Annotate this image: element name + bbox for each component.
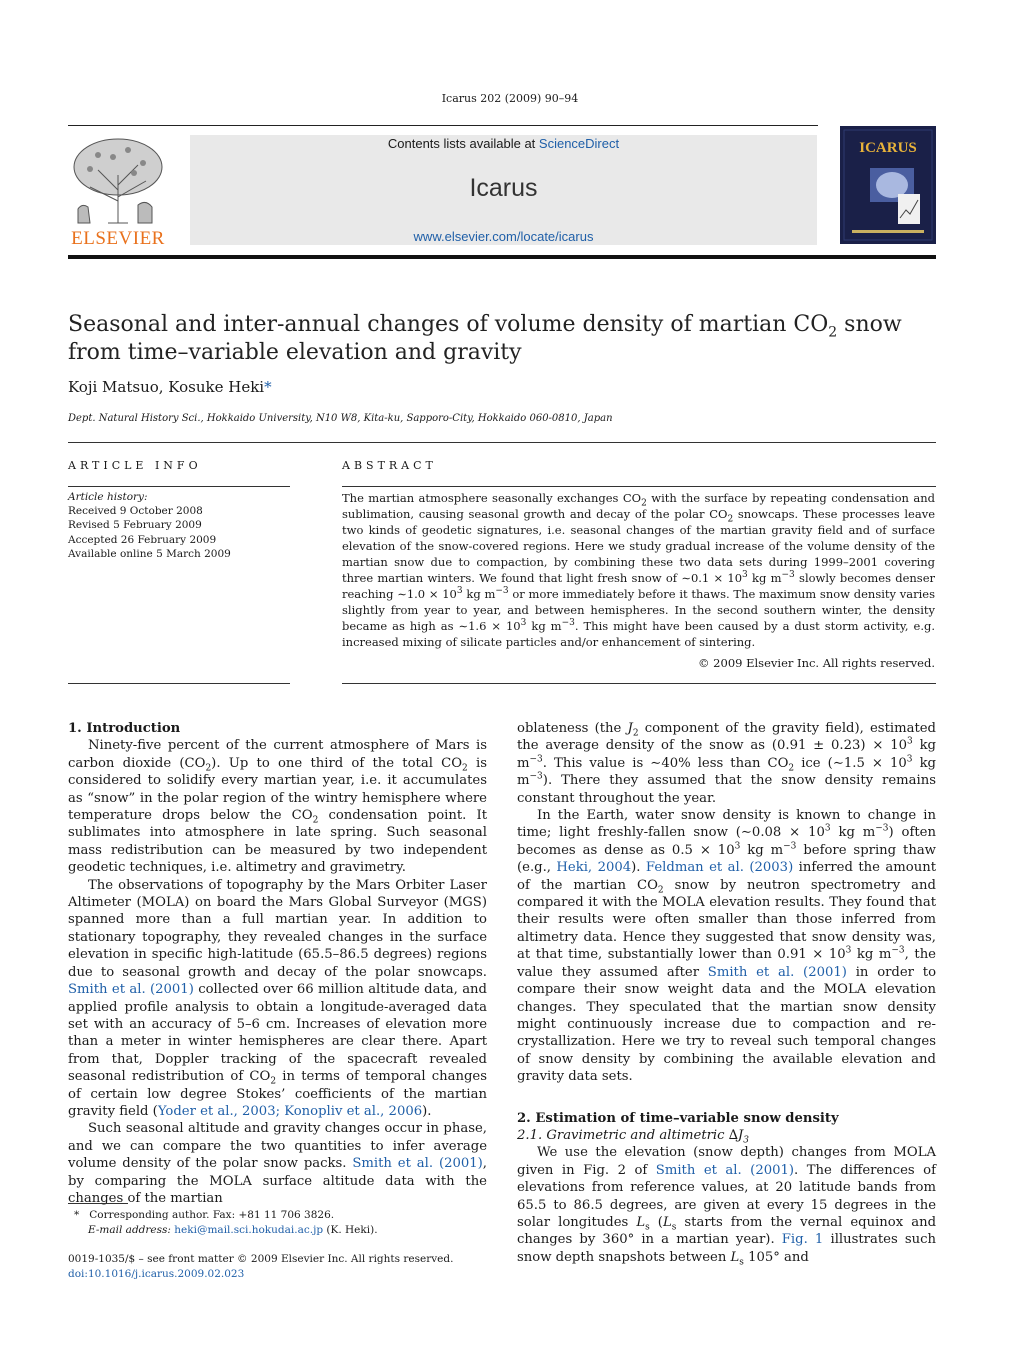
abstract-rule — [342, 486, 936, 487]
running-head: Icarus 202 (2009) 90–94 — [441, 92, 579, 105]
history-accepted: Accepted 26 February 2009 — [68, 533, 217, 546]
citation-link[interactable]: Smith et al. (2001) — [655, 1162, 795, 1178]
email-suffix: (K. Heki). — [323, 1224, 378, 1236]
citation-link[interactable]: Smith et al. (2001) — [352, 1156, 483, 1172]
footnote-mark: * — [74, 1209, 80, 1221]
history-label: Article history: — [68, 491, 148, 503]
intro-paragraph-3: Such seasonal altitude and gravity changes occur in phase, and we can compare the two quantities to infer average volume density of the polar snow packs. Smith et al. (2001), by comparing the MOLA surface altitude data with the changes of the martian — [68, 1121, 487, 1206]
footnote-rule — [68, 1203, 128, 1204]
title-line2: from time–variable elevation and gravity — [68, 340, 522, 365]
journal-url-link[interactable] — [190, 229, 817, 244]
history-revised: Revised 5 February 2009 — [68, 519, 202, 532]
article-info-rule-bottom — [68, 683, 290, 684]
abstract-text — [342, 490, 935, 671]
subsection-title: 2.1. Gravimetric and altimetric ∆J — [517, 1127, 744, 1143]
abstract-rule-bottom — [342, 683, 936, 684]
issn-line: 0019-1035/$ – see front matter © 2009 Elsevier Inc. All rights reserved. — [68, 1253, 454, 1265]
footnote — [68, 1208, 488, 1238]
contents-prefix: Contents lists available at — [387, 136, 539, 151]
abstract-copyright: © 2009 Elsevier Inc. All rights reserved. — [698, 656, 935, 670]
abstract-label: ABSTRACT — [342, 459, 437, 472]
corresponding-author-mark[interactable]: * — [264, 378, 272, 396]
section2-paragraph-1: We use the elevation (snow depth) changes from MOLA given in Fig. 2 of Smith et al. (2001). The differences of elevations from reference values, at 20 latitude bands from 65.5 to 86.5 degrees, are given at every 15 degrees in the solar longitudes $L_s$ ($L_s$ starts from the vernal equinox and changes by 360° in a martian year). Fig. 1 illustrates such snow depth snapshots between $L_s$ 105° and — [517, 1145, 937, 1268]
contents-line — [190, 136, 817, 151]
citation-link[interactable]: Feldman et al. (2003) — [645, 860, 794, 876]
masthead-rule-top — [68, 125, 818, 126]
elsevier-wordmark: ELSEVIER — [71, 228, 165, 249]
masthead-rule-bottom — [68, 255, 936, 259]
article-history — [68, 490, 290, 561]
citation-link[interactable]: Smith et al. (2001) — [68, 982, 194, 998]
intro-paragraph-1: Ninety-five percent of the current atmosphere of Mars is carbon dioxide $(CO_2)$. Up to one third of the total $CO_2$ is considered to solidify every martian year, i.e. it accumulates as “snow” in the polar region of the wintry hemisphere where temperature drops below the $CO_2$ condensation point. It sublimates into atmosphere in late spring. Such seasonal mass redistribution can be measured by two independent geodetic techniques, i.e. altimetry and gravimetry. — [68, 738, 487, 876]
body-column-right — [517, 720, 936, 1266]
title-subscript: 2 — [828, 324, 838, 341]
journal-title: Icarus — [469, 174, 538, 202]
article-info-label: ARTICLE INFO — [68, 459, 202, 472]
abstract-paragraph: The martian atmosphere seasonally exchanges $CO_2$ with the surface by repeating condensation and sublimation, causing seasonal growth and decay of the polar $CO_2$ snowcaps. These processes leave two kinds of geodetic signatures, i.e. seasonal changes of the martian gravity field and of surface elevation of the snow-covered regions. Here we study gradual increase of the volume density of the martian snow due to compaction, by combining these two data sets during 1999–2001 covering three martian winters. We found that light fresh snow of ∼0.1 × $10^3$ kg $m^{-3}$ slowly becomes denser reaching ∼1.0 × $10^3$ kg $m^{-3}$ or more immediately before it thaws. The maximum snow density varies slightly from year to year, and between hemispheres. In the second southern winter, the density became as high as ∼1.6 × $10^3$ kg $m^{-3}$. This might have been caused by a dust storm activity, e.g. increased mixing of silicate particles and/or enhancement of sintering. — [342, 491, 936, 649]
sciencedirect-link[interactable]: ScienceDirect — [538, 136, 620, 151]
article-info-rule — [68, 486, 290, 487]
body-column-left — [68, 720, 487, 1207]
intro-paragraph-3-cont: oblateness (the $J_2$ component of the gravity field), estimated the average density of the snow as $(0.91 \pm 0.23) \times 10^3$ kg $m^{-3}$. This value is ∼40% less than $CO_2$ ice (∼1.5 × $10^3$ kg $m^{-3}$). There they assumed that the snow density remains constant throughout the year. — [517, 721, 937, 806]
section-heading-intro: 1. Introduction — [68, 721, 181, 736]
footnote-corresponding: Corresponding author. Fax: +81 11 706 3826. — [89, 1209, 335, 1221]
page-footer — [68, 1252, 488, 1282]
journal-url[interactable]: www.elsevier.com/locate/icarus — [413, 229, 594, 244]
title-line1-end: snow — [837, 312, 902, 337]
cover-title: ICARUS — [859, 140, 917, 156]
citation-link[interactable]: Smith et al. (2001) — [707, 964, 847, 980]
intro-paragraph-2: The observations of topography by the Mars Orbiter Laser Altimeter (MOLA) on board the Mars Global Surveyor (MGS) spanned more than a full martian year. In addition to stationary topography, they revealed changes in the surface elevation in specific high-latitude (65.5–86.5 degrees) regions due to seasonal growth and decay of the polar snowcaps. Smith et al. (2001) collected over 66 million altitude data, and applied profile analysis to obtain a longitude-averaged data set with an accuracy of 5–6 cm. Increases of elevation more than a meter in winter hemispheres are clear there. Apart from that, Doppler tracking of the spacecraft revealed seasonal redistribution of $CO_2$ in terms of temporal changes of certain low degree Stokes’ coefficients of the martian gravity field (Yoder et al., 2003; Konopliv et al., 2006). — [68, 877, 487, 1119]
figure-link[interactable]: Fig. 1 — [781, 1232, 824, 1248]
doi-link[interactable]: doi:10.1016/j.icarus.2009.02.023 — [68, 1268, 245, 1280]
header-divider — [68, 442, 936, 443]
author-list — [68, 378, 272, 396]
affiliation: Dept. Natural History Sci., Hokkaido University, N10 W8, Kita-ku, Sapporo-City, Hokkaido 060-0810, Japan — [68, 413, 613, 424]
citation-link[interactable]: Yoder et al., 2003; Konopliv et al., 2006 — [157, 1103, 423, 1119]
citation-link[interactable]: Heki, 2004 — [556, 860, 632, 876]
title-line1: Seasonal and inter-annual changes of volume density of martian CO — [68, 312, 829, 337]
email-link[interactable]: heki@mail.sci.hokudai.ac.jp — [174, 1224, 324, 1236]
authors: Koji Matsuo, Kosuke Heki — [68, 378, 265, 396]
article-title — [68, 311, 928, 367]
email-label: E-mail address: — [88, 1224, 171, 1236]
history-received: Received 9 October 2008 — [68, 505, 203, 518]
history-online: Available online 5 March 2009 — [68, 547, 231, 560]
section-heading-estimation: 2. Estimation of time–variable snow density — [517, 1110, 839, 1126]
subsection-heading-2-1: 2.1. Gravimetric and altimetric $\Delta J_3$ — [517, 1127, 749, 1146]
intro-paragraph-4: In the Earth, water snow density is known to change in time; light freshly-fallen snow (∼0.08 × $10^3$ kg $m^{-3}$) often becomes as dense as $0.5 \times 10^3$ kg $m^{-3}$ before spring thaw (e.g., Heki, 2004). Feldman et al. (2003) inferred the amount of the martian $CO_2$ snow by neutron spectrometry and compared it with the MOLA elevation results. They found that their results were often smaller than those inferred from altimetry data. Hence they suggested that snow density was, at that time, substantially lower than $0.91 \times 10^3$ kg $m^{-3}$, the value they assumed after Smith et al. (2001) in order to compare their snow weight data and the MOLA elevation changes. They speculated that the martian snow density might continuously increase due to compaction and re-crystallization. Here we try to reveal such temporal changes of snow density by combining the available elevation and gravity data sets. — [517, 808, 937, 1085]
